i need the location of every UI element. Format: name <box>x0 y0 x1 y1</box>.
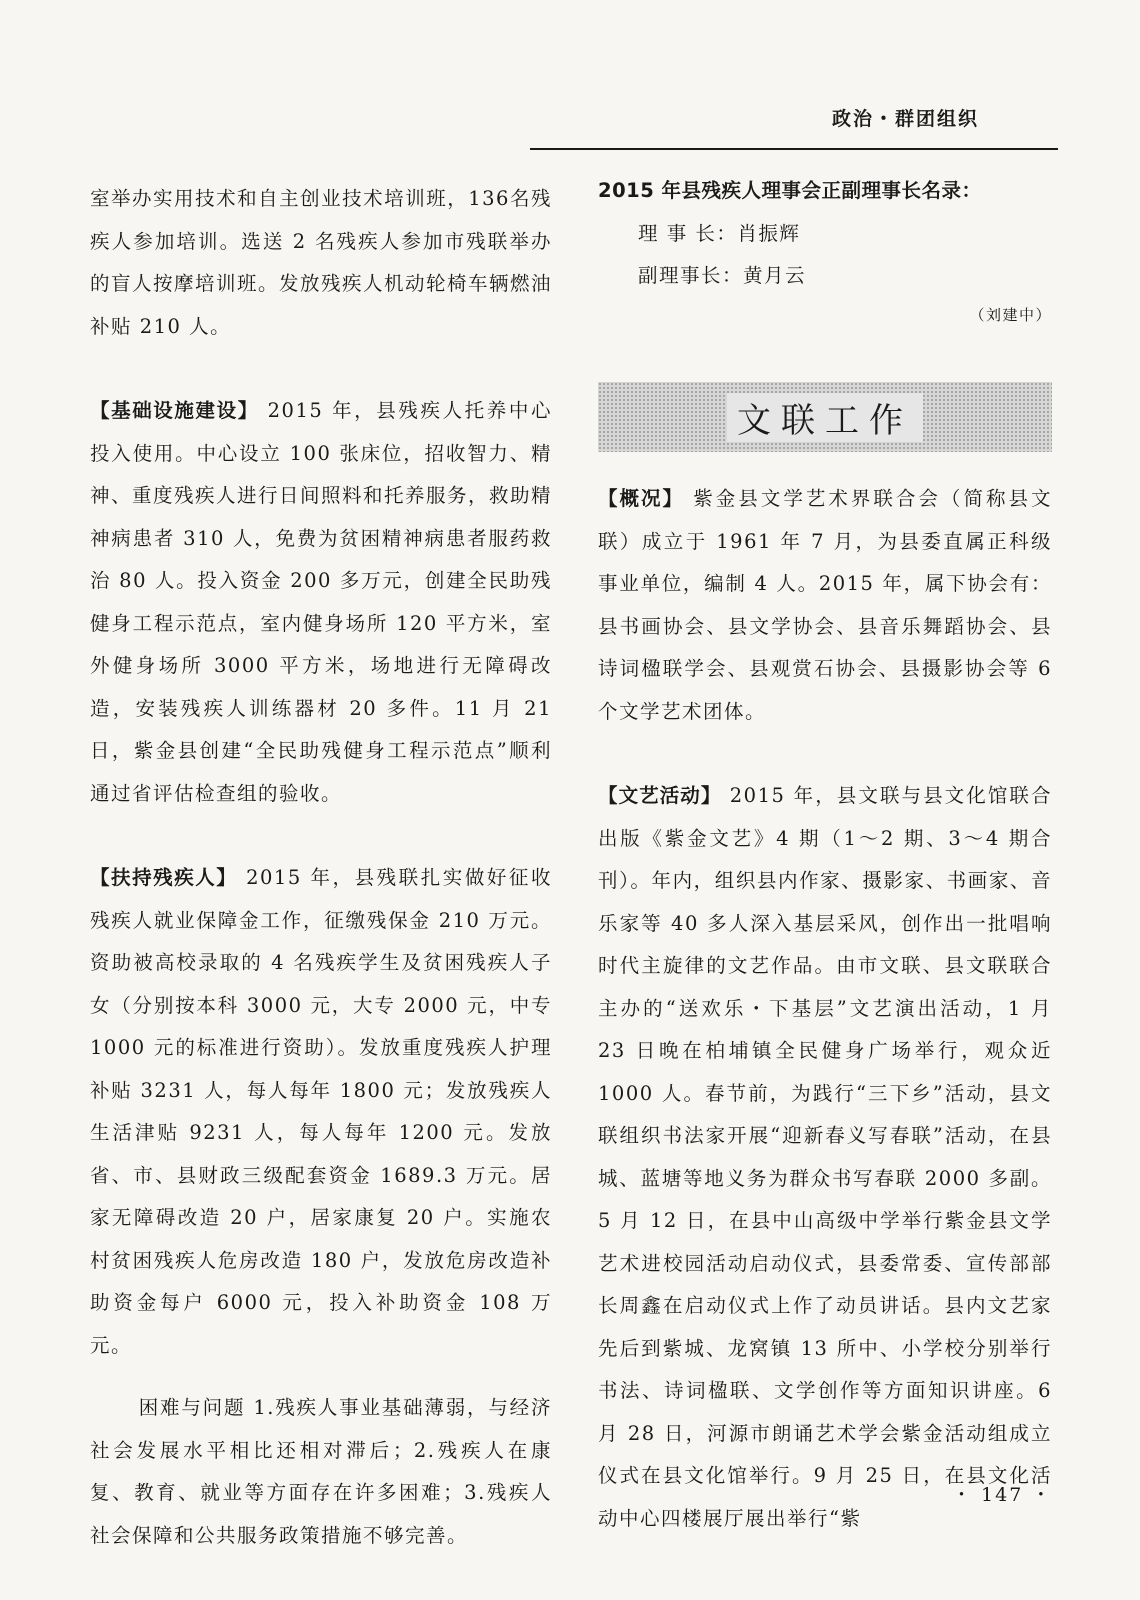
roster-entry <box>598 255 1052 298</box>
infrastructure-paragraph <box>90 390 552 815</box>
overview-body: 紫金县文学艺术界联合会（简称县文联）成立于 1961 年 7 月，为县委直属正科级事业单位，编制 4 人。2015 年，属下协会有：县书画协会、县文学协会、县音乐舞蹈协会、县诗词楹联学会、县观赏石协会、县摄影协会等 6 个文学艺术团体。 <box>598 487 1052 723</box>
section-title: 文联工作 <box>727 393 923 442</box>
activities-body: 2015 年，县文联与县文化馆联合出版《紫金文艺》4 期（1～2 期、3～4 期合刊）。年内，组织县内作家、摄影家、书画家、音乐家等 40 多人深入基层采风，创作出一批唱响时代主旋律的文艺作品。由市文联、县文联联合主办的“送欢乐・下基层”文艺演出活动，1 月 23 日晚在柏埔镇全民健身广场举行，观众近 1000 人。春节前，为践行“三下乡”活动，县文联组织书法家开展“迎新春义写春联”活动，在县城、蓝塘等地义务为群众书写春联 2000 多副。5 月 12 日，在县中山高级中学举行紫金县文学艺术进校园活动启动仪式，县委常委、宣传部部长周鑫在启动仪式上作了动员讲话。县内文艺家先后到紫城、龙窝镇 13 所中、小学校分别举行书法、诗词楹联、文学创作等方面知识讲座。6 月 28 日，河源市朗诵艺术学会紫金活动组成立仪式在县文化馆举行。9 月 25 日，在县文化活动中心四楼展厅展出举行“紫 <box>598 784 1052 1530</box>
byline: （刘建中） <box>969 305 1052 324</box>
roster-entry <box>598 213 1052 256</box>
activities-paragraph <box>598 775 1052 1540</box>
left-column <box>90 178 552 1557</box>
problems-paragraph <box>90 1387 552 1557</box>
infrastructure-body: 2015 年，县残疾人托养中心投入使用。中心设立 100 张床位，招收智力、精神、重度残疾人进行日间照料和托养服务，救助精神病患者 310 人，免费为贫困精神病患者服药救治 80 人。投入资金 200 多万元，创建全民助残健身工程示范点，室内健身场所 120 平方米，室外健身场所 3000 平方米，场地进行无障碍改造，安装残疾人训练器材 20 多件。11 月 21 日，紫金县创建“全民助残健身工程示范点”顺利通过省评估检查组的验收。 <box>90 399 553 805</box>
activities-heading: 【文艺活动】 <box>598 784 722 807</box>
roster-role: 副理事长： <box>638 264 744 287</box>
page-number: ・ 147 ・ <box>952 1484 1053 1506</box>
support-body: 2015 年，县残联扎实做好征收残疾人就业保障金工作，征缴残保金 210 万元。资助被高校录取的 4 名残疾学生及贫困残疾人子女（分别按本科 3000 元，大专 2000 元，中专 1000 元的标准进行资助）。发放重度残疾人护理补贴 3231 人，每人每年 1800 元；发放残疾人生活津贴 9231 人，每人每年 1200 元。发放省、市、县财政三级配套资金 1689.3 万元。居家无障碍改造 20 户，居家康复 20 户。实施农村贫困残疾人危房改造 180 户，发放危房改造补助资金每户 6000 元，投入补助资金 108 万元。 <box>90 866 552 1357</box>
roster-title: 2015 年县残疾人理事会正副理事长名录： <box>598 179 982 202</box>
right-column-top <box>598 170 1052 328</box>
problems-body: 1.残疾人事业基础薄弱，与经济社会发展水平相比还相对滞后；2.残疾人在康复、教育、就业等方面存在许多困难；3.残疾人社会保障和公共服务政策措施不够完善。 <box>90 1396 552 1547</box>
right-column-body <box>598 478 1052 1540</box>
infrastructure-heading: 【基础设施建设】 <box>90 399 259 422</box>
section-banner <box>598 382 1052 452</box>
overview-heading: 【概况】 <box>598 487 685 510</box>
roster-name: 肖振辉 <box>737 221 801 245</box>
intro-paragraph: 室举办实用技术和自主创业技术培训班，136名残疾人参加培训。选送 2 名残疾人参加市残联举办的盲人按摩培训班。发放残疾人机动轮椅车辆燃油补贴 210 人。 <box>90 187 553 338</box>
running-header: 政治・群团组织 <box>832 108 980 130</box>
support-heading: 【扶持残疾人】 <box>90 866 238 889</box>
overview-paragraph <box>598 478 1052 733</box>
problems-heading: 困难与问题 <box>138 1396 246 1419</box>
header-rule <box>530 148 1058 150</box>
support-paragraph <box>90 857 552 1367</box>
roster-name: 黄月云 <box>743 264 807 287</box>
roster-role: 理 事 长： <box>638 221 738 245</box>
